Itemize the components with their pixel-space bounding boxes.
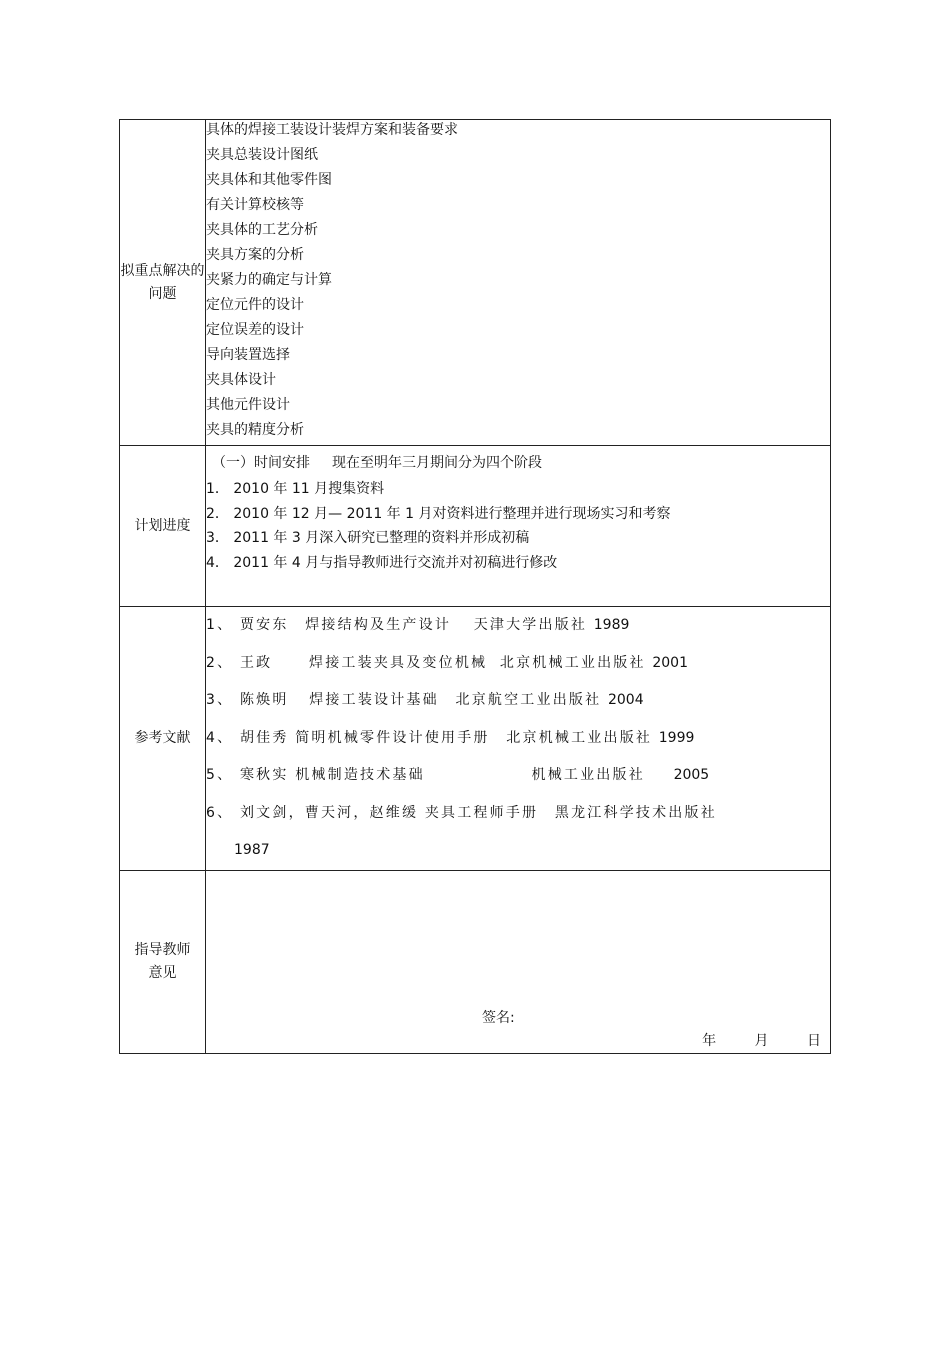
ref-publisher: 黑龙江科学技术出版社 <box>554 804 717 821</box>
reference-item <box>206 720 830 758</box>
references-label-text: 参考文献 <box>134 729 191 746</box>
list-item: 定位元件的设计 <box>206 297 304 313</box>
list-item: 导向装置选择 <box>206 347 290 363</box>
ref-year: 2005 <box>673 767 710 783</box>
references-content <box>206 607 831 871</box>
list-item: 夹具体的工艺分析 <box>206 222 318 238</box>
list-item: 夹具体和其他零件图 <box>206 172 332 188</box>
list-item: 2． 2010 年 12 月— 2011 年 1 月对资料进行整理并进行现场实习和考察 <box>206 505 671 522</box>
date-month-label: 月 <box>754 1032 769 1049</box>
ref-publisher: 北京航空工业出版社 <box>455 692 602 708</box>
list-item: 定位误差的设计 <box>206 322 304 338</box>
plan-label <box>120 446 206 607</box>
ref-year: 2004 <box>607 692 644 708</box>
ref-publisher: 机械工业出版社 <box>531 767 645 783</box>
plan-label-text: 计划进度 <box>134 517 191 534</box>
plan-row <box>120 446 831 607</box>
opinion-content <box>206 870 831 1053</box>
plan-heading-b: 现在至明年三月期间分为四个阶段 <box>332 455 542 471</box>
reference-item <box>206 682 830 720</box>
ref-year: 2001 <box>652 654 688 671</box>
list-item: 夹具体设计 <box>206 372 276 388</box>
ref-year: 1987 <box>234 842 270 858</box>
issues-row <box>120 120 831 446</box>
opinion-label <box>120 870 206 1053</box>
reference-item <box>206 757 830 795</box>
ref-no: 3、 <box>206 692 234 708</box>
issues-list <box>206 120 830 445</box>
list-item: 夹具方案的分析 <box>206 247 304 263</box>
reference-item <box>206 795 830 870</box>
list-item: 其他元件设计 <box>206 397 290 413</box>
reference-item <box>206 645 830 683</box>
list-item: 4． 2011 年 4 月与指导教师进行交流并对初稿进行修改 <box>206 554 558 571</box>
ref-title: 焊接结构及生产设计 <box>305 617 452 633</box>
proposal-form-table <box>119 119 831 1054</box>
ref-author: 刘文剑，曹天河，赵维缓 <box>239 804 419 821</box>
date-year-label: 年 <box>702 1032 717 1049</box>
list-item: 3． 2011 年 3 月深入研究已整理的资料并形成初稿 <box>206 530 530 546</box>
issues-label-text: 拟重点解决的问题 <box>120 262 205 302</box>
list-item: 夹紧力的确定与计算 <box>206 272 332 288</box>
ref-publisher: 北京机械工业出版社 <box>499 654 646 671</box>
ref-no: 6、 <box>206 804 234 821</box>
ref-author: 寒秋实 <box>239 767 289 783</box>
plan-content <box>206 446 831 607</box>
ref-title: 简明机械零件设计使用手册 <box>295 729 490 746</box>
ref-title: 夹具工程师手册 <box>424 804 539 821</box>
reference-item <box>206 607 830 645</box>
ref-no: 1、 <box>206 617 234 633</box>
references-list <box>206 607 830 870</box>
issues-label <box>120 120 206 446</box>
ref-no: 5、 <box>206 767 234 783</box>
ref-author: 贾安东 <box>239 617 289 633</box>
opinion-label-line2: 意见 <box>148 964 177 981</box>
ref-year: 1999 <box>658 729 695 746</box>
ref-no: 4、 <box>206 729 234 746</box>
plan-heading <box>206 449 830 477</box>
ref-publisher: 天津大学出版社 <box>473 617 588 633</box>
ref-title: 焊接工装夹具及变位机械 <box>309 654 488 671</box>
date-day-label: 日 <box>807 1032 821 1049</box>
ref-author: 陈焕明 <box>239 692 289 708</box>
plan-list <box>206 477 830 575</box>
list-item: 有关计算校核等 <box>206 197 304 213</box>
plan-heading-a: （一）时间安排 <box>212 455 310 471</box>
list-item: 夹具的精度分析 <box>206 422 304 438</box>
list-item: 夹具总装设计图纸 <box>206 147 318 163</box>
opinion-row <box>120 870 831 1053</box>
opinion-label-line1: 指导教师 <box>134 941 191 958</box>
ref-author: 胡佳秀 <box>239 729 289 746</box>
ref-no: 2、 <box>206 654 234 671</box>
references-label <box>120 607 206 871</box>
references-row <box>120 607 831 871</box>
list-item: 具体的焊接工装设计装焊方案和装备要求 <box>206 122 458 138</box>
ref-year: 1989 <box>593 617 630 633</box>
ref-publisher: 北京机械工业出版社 <box>506 729 653 746</box>
ref-title: 焊接工装设计基础 <box>309 692 439 708</box>
signature-label: 签名: <box>482 1009 515 1026</box>
ref-title: 机械制造技术基础 <box>295 767 425 783</box>
date-line <box>702 1030 821 1050</box>
list-item: 1． 2010 年 11 月搜集资料 <box>206 481 385 497</box>
ref-author: 王政 <box>239 654 273 671</box>
issues-content <box>206 120 831 446</box>
